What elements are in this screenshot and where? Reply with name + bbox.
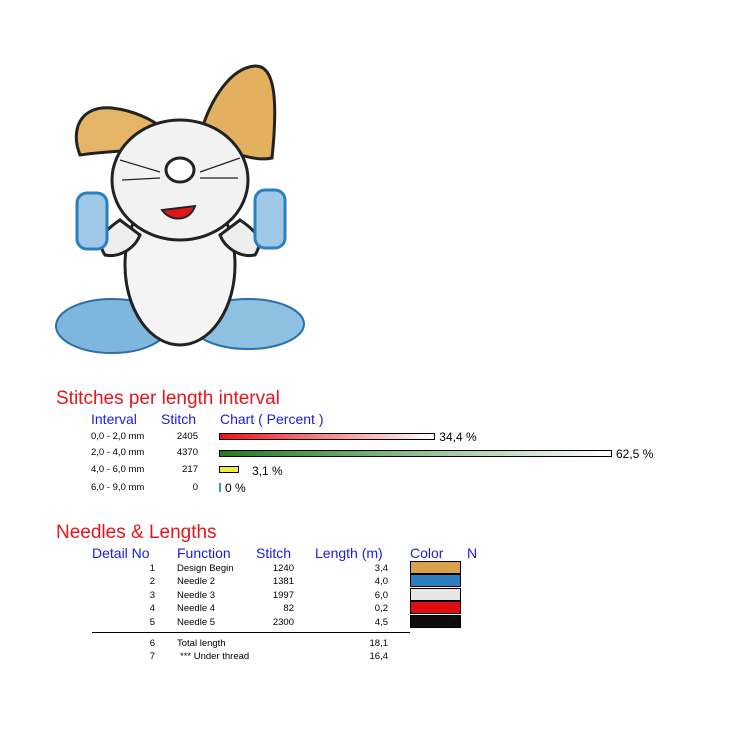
totals-divider <box>92 632 410 633</box>
interval-cell: 6,0 - 9,0 mm <box>91 482 145 493</box>
percent-bar <box>219 450 612 457</box>
percent-label: 34,4 % <box>439 430 477 444</box>
function-header: Function <box>177 545 231 561</box>
needle-stitch-header: Stitch <box>256 545 292 561</box>
needle-function: Needle 2 <box>177 576 216 587</box>
needle-no: 2 <box>149 576 155 587</box>
stitch-header: Stitch <box>161 411 197 427</box>
total-function: *** Under thread <box>180 651 250 662</box>
color-swatch <box>410 588 461 601</box>
needle-function: Design Begin <box>177 563 234 574</box>
needle-no: 1 <box>149 563 155 574</box>
left-paw <box>77 193 107 249</box>
interval-cell: 2,0 - 4,0 mm <box>91 447 145 458</box>
needle-function: Needle 4 <box>177 603 216 614</box>
needle-stitch: 82 <box>283 603 294 614</box>
needle-function: Needle 5 <box>177 617 216 628</box>
needle-stitch: 1240 <box>272 563 294 574</box>
color-swatch <box>410 601 461 614</box>
color-swatch <box>410 561 461 574</box>
color-header: Color <box>410 545 444 561</box>
needle-function: Needle 3 <box>177 590 216 601</box>
needle-length: 6,0 <box>374 590 388 601</box>
length-header: Length (m) <box>315 545 383 561</box>
chart-header: Chart ( Percent ) <box>220 411 324 427</box>
total-no: 7 <box>149 651 155 662</box>
needle-no: 5 <box>149 617 155 628</box>
percent-bar <box>219 466 239 473</box>
percent-label: 3,1 % <box>252 464 283 478</box>
needle-length: 4,0 <box>374 576 388 587</box>
stitch-cell: 2405 <box>176 431 198 442</box>
right-paw <box>255 190 285 248</box>
detail-no-header: Detail No <box>92 545 150 561</box>
interval-cell: 0,0 - 2,0 mm <box>91 431 145 442</box>
interval-header: Interval <box>91 411 137 427</box>
stitch-cell: 217 <box>182 464 198 475</box>
percent-bar <box>219 433 435 440</box>
design-preview <box>50 60 310 360</box>
needle-stitch: 1381 <box>272 576 294 587</box>
interval-cell: 4,0 - 6,0 mm <box>91 464 145 475</box>
extra-header: N <box>467 545 478 561</box>
color-swatch <box>410 574 461 587</box>
total-length: 18,1 <box>369 638 388 649</box>
needles-section-title: Needles & Lengths <box>56 522 217 543</box>
percent-label: 62,5 % <box>616 447 654 461</box>
needle-no: 4 <box>149 603 155 614</box>
total-no: 6 <box>149 638 155 649</box>
color-swatch <box>410 615 461 628</box>
needle-stitch: 2300 <box>272 617 294 628</box>
needle-length: 3,4 <box>374 563 388 574</box>
percent-label: 0 % <box>225 481 246 495</box>
needle-length: 4,5 <box>374 617 388 628</box>
needle-length: 0,2 <box>374 603 388 614</box>
percent-bar <box>219 483 221 492</box>
needle-no: 3 <box>149 590 155 601</box>
total-function: Total length <box>177 638 226 649</box>
total-length: 16,4 <box>369 651 388 662</box>
stitches-section-title: Stitches per length interval <box>56 388 280 409</box>
stitch-cell: 4370 <box>176 447 198 458</box>
nose <box>166 158 194 182</box>
stitch-cell: 0 <box>192 482 198 493</box>
needle-stitch: 1997 <box>272 590 294 601</box>
